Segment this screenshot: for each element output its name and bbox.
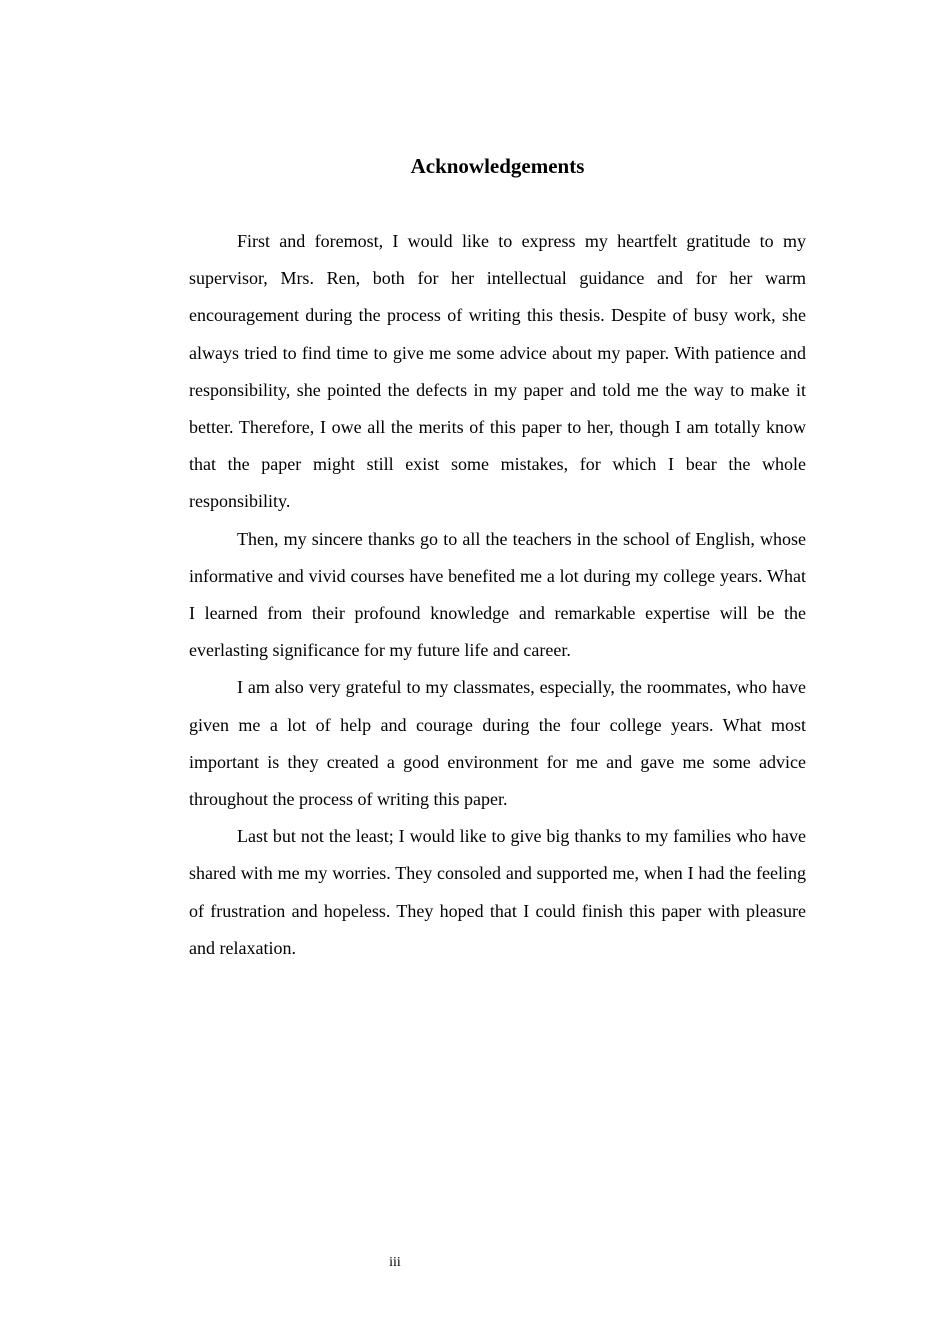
paragraph-teachers: Then, my sincere thanks go to all the teachers in the school of English, whose informative and vivid courses have benefited me a lot during my college years. What I learned from their profound knowledge and remarkable expertise will be the everlasting significance for my future life and career.	[189, 528, 806, 661]
paragraph-classmates: I am also very grateful to my classmates, especially, the roommates, who have given me a lot of help and courage during the four college years. What most important is they created a good environment for me and gave me some advice throughout the process of writing this paper.	[189, 677, 806, 810]
acknowledgements-body	[189, 223, 806, 967]
paragraph-supervisor: First and foremost, I would like to express my heartfelt gratitude to my supervisor, Mrs. Ren, both for her intellectual guidance and for her warm encouragement during the process of writing this thesis. Despite of busy work, she always tried to find time to give me some advice about my paper. With patience and responsibility, she pointed the defects in my paper and told me the way to make it better. Therefore, I owe all the merits of this paper to her, though I am totally know that the paper might still exist some mistakes, for which I bear the whole responsibility.	[189, 231, 806, 512]
page-title: Acknowledgements	[410, 154, 585, 178]
paragraph-families: Last but not the least; I would like to give big thanks to my families who have shared with me my worries. They consoled and supported me, when I had the feeling of frustration and hopeless. They hoped that I could finish this paper with pleasure and relaxation.	[189, 826, 806, 958]
page-number: iii	[389, 1255, 401, 1270]
